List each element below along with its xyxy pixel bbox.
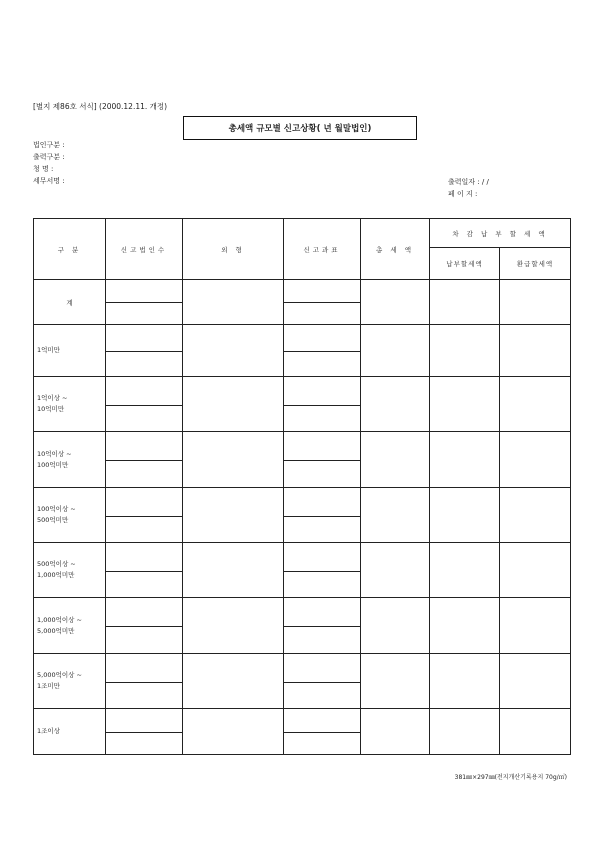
cell-corporations xyxy=(106,325,183,377)
cell-payable xyxy=(430,709,500,755)
cell-total-tax xyxy=(361,488,430,543)
cell-refund xyxy=(500,598,571,654)
cell-tax-base xyxy=(284,543,361,598)
cell-payable xyxy=(430,654,500,709)
row-label-line1: 1억이상 ~ xyxy=(37,394,68,402)
row-label-total: 계 xyxy=(34,280,106,325)
cell-refund xyxy=(500,709,571,755)
header-refund: 환급할세액 xyxy=(500,248,571,280)
cell-refund xyxy=(500,325,571,377)
meta-output-type: 출력구분 : xyxy=(33,153,65,161)
cell-appearance xyxy=(183,654,284,709)
cell-total-tax xyxy=(361,654,430,709)
table-row xyxy=(34,432,571,488)
row-label-line1: 500억이상 ~ xyxy=(37,560,76,568)
meta-left xyxy=(33,139,65,187)
row-label xyxy=(34,598,106,654)
cell-total-tax xyxy=(361,325,430,377)
cell-total-tax xyxy=(361,432,430,488)
row-label-line1: 10억이상 ~ xyxy=(37,449,72,458)
cell-refund xyxy=(500,543,571,598)
cell-total-tax xyxy=(361,709,430,755)
table-row xyxy=(34,377,571,432)
cell-appearance xyxy=(183,598,284,654)
cell-appearance xyxy=(183,488,284,543)
cell-refund xyxy=(500,377,571,432)
cell-appearance xyxy=(183,432,284,488)
meta-corp-type: 법인구분 : xyxy=(33,141,65,149)
form-number: [별지 제86호 서식] (2000.12.11. 개정) xyxy=(33,102,168,111)
cell-tax-base xyxy=(284,432,361,488)
cell-appearance xyxy=(183,543,284,598)
header-total-tax: 총 세 액 xyxy=(361,219,430,280)
cell-tax-base xyxy=(284,598,361,654)
cell-tax-base xyxy=(284,377,361,432)
cell-tax-base xyxy=(284,488,361,543)
cell-corporations xyxy=(106,377,183,432)
row-label-line2: 100억미만 xyxy=(37,460,69,469)
cell-tax-base xyxy=(284,325,361,377)
meta-office: 청 명 : xyxy=(33,165,54,173)
header-category: 구 분 xyxy=(34,219,106,280)
row-label-line2: 10억미만 xyxy=(37,405,65,413)
cell-tax-base xyxy=(284,654,361,709)
meta-page: 페 이 지 : xyxy=(448,190,478,198)
cell-appearance xyxy=(183,709,284,755)
row-label-line1: 100억이상 ~ xyxy=(37,505,76,513)
meta-tax-office: 세무서명 : xyxy=(33,177,65,185)
table-row xyxy=(34,654,571,709)
cell-corporations xyxy=(106,280,183,325)
table-row xyxy=(34,325,571,377)
meta-right xyxy=(448,176,489,200)
cell-total-tax xyxy=(361,598,430,654)
row-label-line2: 5,000억미만 xyxy=(37,626,75,635)
cell-corporations xyxy=(106,432,183,488)
row-label xyxy=(34,654,106,709)
cell-refund xyxy=(500,280,571,325)
cell-payable xyxy=(430,543,500,598)
cell-payable xyxy=(430,432,500,488)
form-title: 총세액 규모별 신고상황( 년 월말법인) xyxy=(183,116,417,140)
cell-refund xyxy=(500,432,571,488)
row-label xyxy=(34,432,106,488)
table-row xyxy=(34,598,571,654)
cell-appearance xyxy=(183,280,284,325)
cell-refund xyxy=(500,654,571,709)
cell-tax-base xyxy=(284,709,361,755)
row-label-line2: 1조미만 xyxy=(37,682,60,690)
row-label xyxy=(34,543,106,598)
table-row xyxy=(34,543,571,598)
table-row xyxy=(34,280,571,325)
cell-corporations xyxy=(106,654,183,709)
cell-corporations xyxy=(106,598,183,654)
header-corporations: 신고법인수 xyxy=(106,219,183,280)
cell-payable xyxy=(430,325,500,377)
row-label xyxy=(34,325,106,377)
cell-refund xyxy=(500,488,571,543)
cell-appearance xyxy=(183,377,284,432)
meta-print-date: 출력일자 : / / xyxy=(448,178,489,186)
paper-spec-footer: 381㎜×297㎜(전지개산기록용지 70g/㎡) xyxy=(454,774,567,781)
row-label xyxy=(34,488,106,543)
row-label-line1: 1,000억이상 ~ xyxy=(37,615,82,624)
row-label-line2: 500억미만 xyxy=(37,516,69,524)
cell-payable xyxy=(430,488,500,543)
cell-corporations xyxy=(106,488,183,543)
row-label-line1: 1억미만 xyxy=(37,346,60,354)
row-label xyxy=(34,709,106,755)
row-label-line1: 1조이상 xyxy=(37,727,60,735)
cell-total-tax xyxy=(361,280,430,325)
table-row xyxy=(34,709,571,755)
cell-payable xyxy=(430,377,500,432)
row-label-line1: 5,000억이상 ~ xyxy=(37,671,82,679)
header-net-tax: 차 감 납 부 할 세 액 xyxy=(430,219,571,248)
header-tax-base: 신고과표 xyxy=(284,219,361,280)
cell-corporations xyxy=(106,709,183,755)
report-table xyxy=(33,218,571,755)
table-row xyxy=(34,488,571,543)
cell-corporations xyxy=(106,543,183,598)
header-payable: 납부할세액 xyxy=(430,248,500,280)
cell-payable xyxy=(430,280,500,325)
cell-payable xyxy=(430,598,500,654)
cell-total-tax xyxy=(361,377,430,432)
cell-appearance xyxy=(183,325,284,377)
row-label xyxy=(34,377,106,432)
cell-tax-base xyxy=(284,280,361,325)
row-label-line2: 1,000억미만 xyxy=(37,571,75,579)
header-appearance: 외 형 xyxy=(183,219,284,280)
cell-total-tax xyxy=(361,543,430,598)
